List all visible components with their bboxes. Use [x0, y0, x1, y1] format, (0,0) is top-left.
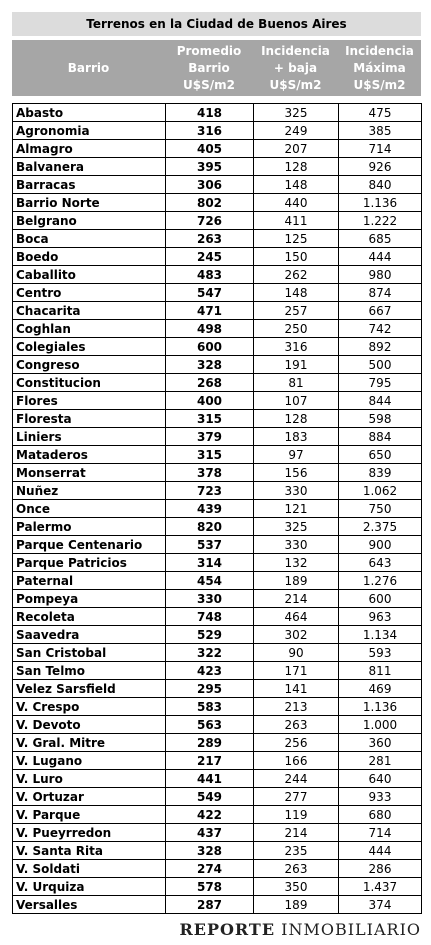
cell-barrio: Almagro: [13, 140, 166, 158]
cell-incidencia-baja: 330: [254, 482, 339, 500]
cell-incidencia-baja: 256: [254, 734, 339, 752]
cell-promedio: 578: [166, 878, 254, 896]
cell-incidencia-maxima: 593: [339, 644, 422, 662]
cell-promedio: 802: [166, 194, 254, 212]
cell-promedio: 423: [166, 662, 254, 680]
cell-barrio: V. Lugano: [13, 752, 166, 770]
cell-incidencia-baja: 350: [254, 878, 339, 896]
cell-incidencia-baja: 128: [254, 158, 339, 176]
cell-barrio: Paternal: [13, 572, 166, 590]
table-row: [13, 752, 422, 770]
cell-incidencia-baja: 213: [254, 698, 339, 716]
cell-promedio: 328: [166, 356, 254, 374]
cell-promedio: 379: [166, 428, 254, 446]
cell-incidencia-baja: 235: [254, 842, 339, 860]
cell-incidencia-baja: 263: [254, 716, 339, 734]
cell-incidencia-baja: 148: [254, 176, 339, 194]
cell-incidencia-baja: 156: [254, 464, 339, 482]
page-title: Terrenos en la Ciudad de Buenos Aires: [12, 12, 421, 36]
table-row: [13, 608, 422, 626]
cell-barrio: Boedo: [13, 248, 166, 266]
cell-barrio: Saavedra: [13, 626, 166, 644]
table-row: [13, 680, 422, 698]
cell-promedio: 726: [166, 212, 254, 230]
cell-barrio: Balvanera: [13, 158, 166, 176]
table-row: [13, 896, 422, 914]
cell-incidencia-baja: 90: [254, 644, 339, 662]
cell-promedio: 600: [166, 338, 254, 356]
cell-incidencia-baja: 257: [254, 302, 339, 320]
cell-promedio: 405: [166, 140, 254, 158]
cell-barrio: Floresta: [13, 410, 166, 428]
cell-promedio: 322: [166, 644, 254, 662]
cell-incidencia-baja: 166: [254, 752, 339, 770]
cell-incidencia-maxima: 680: [339, 806, 422, 824]
cell-barrio: V. Luro: [13, 770, 166, 788]
cell-promedio: 439: [166, 500, 254, 518]
cell-incidencia-baja: 183: [254, 428, 339, 446]
cell-promedio: 328: [166, 842, 254, 860]
cell-incidencia-baja: 214: [254, 590, 339, 608]
cell-incidencia-baja: 207: [254, 140, 339, 158]
cell-incidencia-maxima: 811: [339, 662, 422, 680]
cell-incidencia-baja: 316: [254, 338, 339, 356]
cell-incidencia-baja: 171: [254, 662, 339, 680]
table-row: [13, 320, 422, 338]
table-row: [13, 158, 422, 176]
table-row: [13, 374, 422, 392]
cell-promedio: 395: [166, 158, 254, 176]
cell-barrio: V. Gral. Mitre: [13, 734, 166, 752]
cell-promedio: 287: [166, 896, 254, 914]
cell-incidencia-maxima: 598: [339, 410, 422, 428]
brand-footer: [179, 920, 421, 939]
cell-incidencia-maxima: 640: [339, 770, 422, 788]
cell-barrio: Recoleta: [13, 608, 166, 626]
cell-promedio: 454: [166, 572, 254, 590]
table-row: [13, 356, 422, 374]
table-row: [13, 878, 422, 896]
cell-incidencia-maxima: 685: [339, 230, 422, 248]
cell-incidencia-maxima: 1.136: [339, 698, 422, 716]
table-row: [13, 500, 422, 518]
cell-promedio: 314: [166, 554, 254, 572]
cell-promedio: 547: [166, 284, 254, 302]
table-row: [13, 842, 422, 860]
table-row: [13, 248, 422, 266]
cell-incidencia-baja: 148: [254, 284, 339, 302]
table-row: [13, 284, 422, 302]
table-row: [13, 410, 422, 428]
cell-incidencia-maxima: 1.276: [339, 572, 422, 590]
cell-barrio: Coghlan: [13, 320, 166, 338]
cell-barrio: Nuñez: [13, 482, 166, 500]
cell-barrio: Flores: [13, 392, 166, 410]
cell-incidencia-maxima: 892: [339, 338, 422, 356]
brand-bold: REPORTE: [179, 920, 276, 939]
table-row: [13, 302, 422, 320]
table-row: [13, 392, 422, 410]
cell-barrio: V. Ortuzar: [13, 788, 166, 806]
cell-barrio: Versalles: [13, 896, 166, 914]
cell-incidencia-maxima: 874: [339, 284, 422, 302]
cell-promedio: 274: [166, 860, 254, 878]
table-row: [13, 770, 422, 788]
cell-barrio: V. Crespo: [13, 698, 166, 716]
cell-barrio: Agronomia: [13, 122, 166, 140]
cell-barrio: Monserrat: [13, 464, 166, 482]
cell-promedio: 268: [166, 374, 254, 392]
cell-incidencia-baja: 325: [254, 104, 339, 122]
cell-incidencia-maxima: 795: [339, 374, 422, 392]
cell-incidencia-baja: 132: [254, 554, 339, 572]
cell-barrio: San Telmo: [13, 662, 166, 680]
cell-promedio: 295: [166, 680, 254, 698]
cell-incidencia-maxima: 839: [339, 464, 422, 482]
cell-incidencia-maxima: 475: [339, 104, 422, 122]
cell-barrio: Boca: [13, 230, 166, 248]
cell-barrio: Congreso: [13, 356, 166, 374]
table-row: [13, 518, 422, 536]
cell-incidencia-maxima: 844: [339, 392, 422, 410]
cell-barrio: Constitucion: [13, 374, 166, 392]
table-row: [13, 104, 422, 122]
cell-promedio: 537: [166, 536, 254, 554]
cell-incidencia-maxima: 750: [339, 500, 422, 518]
cell-incidencia-baja: 125: [254, 230, 339, 248]
cell-promedio: 217: [166, 752, 254, 770]
cell-barrio: Parque Patricios: [13, 554, 166, 572]
cell-barrio: Mataderos: [13, 446, 166, 464]
cell-incidencia-maxima: 1.134: [339, 626, 422, 644]
cell-promedio: 583: [166, 698, 254, 716]
cell-incidencia-maxima: 742: [339, 320, 422, 338]
cell-incidencia-baja: 302: [254, 626, 339, 644]
cell-incidencia-maxima: 1.437: [339, 878, 422, 896]
cell-incidencia-baja: 141: [254, 680, 339, 698]
cell-barrio: V. Parque: [13, 806, 166, 824]
cell-promedio: 483: [166, 266, 254, 284]
cell-incidencia-maxima: 2.375: [339, 518, 422, 536]
cell-barrio: Colegiales: [13, 338, 166, 356]
cell-promedio: 422: [166, 806, 254, 824]
cell-incidencia-maxima: 840: [339, 176, 422, 194]
cell-incidencia-baja: 81: [254, 374, 339, 392]
table-row: [13, 698, 422, 716]
cell-incidencia-maxima: 933: [339, 788, 422, 806]
cell-barrio: V. Soldati: [13, 860, 166, 878]
table-row: [13, 122, 422, 140]
cell-barrio: Barrio Norte: [13, 194, 166, 212]
cell-barrio: Velez Sarsfield: [13, 680, 166, 698]
cell-incidencia-maxima: 444: [339, 842, 422, 860]
table-row: [13, 662, 422, 680]
cell-incidencia-maxima: 374: [339, 896, 422, 914]
table-row: [13, 554, 422, 572]
table-row: [13, 338, 422, 356]
cell-incidencia-baja: 325: [254, 518, 339, 536]
cell-incidencia-baja: 262: [254, 266, 339, 284]
cell-promedio: 471: [166, 302, 254, 320]
cell-incidencia-maxima: 650: [339, 446, 422, 464]
cell-incidencia-maxima: 1.222: [339, 212, 422, 230]
cell-incidencia-baja: 119: [254, 806, 339, 824]
header-incidencia-baja: Incidencia + baja U$S/m2: [261, 43, 330, 92]
cell-promedio: 315: [166, 410, 254, 428]
cell-barrio: V. Pueyrredon: [13, 824, 166, 842]
cell-incidencia-baja: 189: [254, 572, 339, 590]
cell-promedio: 418: [166, 104, 254, 122]
cell-incidencia-maxima: 714: [339, 824, 422, 842]
cell-promedio: 315: [166, 446, 254, 464]
cell-promedio: 498: [166, 320, 254, 338]
cell-promedio: 441: [166, 770, 254, 788]
cell-barrio: Barracas: [13, 176, 166, 194]
cell-incidencia-baja: 330: [254, 536, 339, 554]
table-row: [13, 482, 422, 500]
cell-incidencia-baja: 150: [254, 248, 339, 266]
cell-barrio: Caballito: [13, 266, 166, 284]
table-row: [13, 536, 422, 554]
cell-barrio: Abasto: [13, 104, 166, 122]
cell-incidencia-baja: 464: [254, 608, 339, 626]
cell-incidencia-maxima: 444: [339, 248, 422, 266]
table-row: [13, 176, 422, 194]
cell-promedio: 330: [166, 590, 254, 608]
cell-promedio: 316: [166, 122, 254, 140]
cell-incidencia-baja: 440: [254, 194, 339, 212]
cell-incidencia-maxima: 500: [339, 356, 422, 374]
cell-barrio: Parque Centenario: [13, 536, 166, 554]
cell-incidencia-maxima: 926: [339, 158, 422, 176]
cell-promedio: 748: [166, 608, 254, 626]
cell-promedio: 563: [166, 716, 254, 734]
cell-incidencia-baja: 214: [254, 824, 339, 842]
table-row: [13, 230, 422, 248]
cell-barrio: V. Urquiza: [13, 878, 166, 896]
table-row: [13, 266, 422, 284]
cell-incidencia-baja: 411: [254, 212, 339, 230]
cell-incidencia-maxima: 1.062: [339, 482, 422, 500]
table-row: [13, 446, 422, 464]
cell-promedio: 289: [166, 734, 254, 752]
cell-incidencia-baja: 128: [254, 410, 339, 428]
cell-barrio: Once: [13, 500, 166, 518]
cell-barrio: Centro: [13, 284, 166, 302]
prices-table: [12, 103, 422, 914]
cell-promedio: 245: [166, 248, 254, 266]
table-row: [13, 590, 422, 608]
table-row: [13, 194, 422, 212]
cell-incidencia-maxima: 1.000: [339, 716, 422, 734]
cell-incidencia-baja: 191: [254, 356, 339, 374]
brand-rest: INMOBILIARIO: [275, 920, 421, 939]
cell-incidencia-maxima: 600: [339, 590, 422, 608]
table-row: [13, 428, 422, 446]
cell-incidencia-baja: 97: [254, 446, 339, 464]
table-row: [13, 824, 422, 842]
cell-promedio: 549: [166, 788, 254, 806]
table-row: [13, 140, 422, 158]
cell-promedio: 378: [166, 464, 254, 482]
cell-incidencia-maxima: 714: [339, 140, 422, 158]
table-row: [13, 734, 422, 752]
cell-incidencia-baja: 263: [254, 860, 339, 878]
header-incidencia-maxima: Incidencia Máxima U$S/m2: [345, 43, 414, 92]
cell-incidencia-baja: 189: [254, 896, 339, 914]
table-row: [13, 464, 422, 482]
cell-incidencia-maxima: 667: [339, 302, 422, 320]
cell-promedio: 723: [166, 482, 254, 500]
cell-promedio: 529: [166, 626, 254, 644]
cell-incidencia-baja: 249: [254, 122, 339, 140]
cell-promedio: 820: [166, 518, 254, 536]
cell-incidencia-baja: 121: [254, 500, 339, 518]
table-row: [13, 788, 422, 806]
cell-incidencia-baja: 107: [254, 392, 339, 410]
cell-incidencia-maxima: 1.136: [339, 194, 422, 212]
cell-incidencia-maxima: 469: [339, 680, 422, 698]
cell-incidencia-baja: 277: [254, 788, 339, 806]
cell-barrio: Chacarita: [13, 302, 166, 320]
cell-incidencia-baja: 250: [254, 320, 339, 338]
table-row: [13, 806, 422, 824]
cell-barrio: Pompeya: [13, 590, 166, 608]
cell-promedio: 306: [166, 176, 254, 194]
cell-incidencia-maxima: 980: [339, 266, 422, 284]
cell-incidencia-maxima: 884: [339, 428, 422, 446]
cell-incidencia-maxima: 385: [339, 122, 422, 140]
table-header: [12, 40, 421, 96]
cell-incidencia-maxima: 643: [339, 554, 422, 572]
cell-promedio: 437: [166, 824, 254, 842]
header-promedio: Promedio Barrio U$S/m2: [176, 43, 242, 92]
table-row: [13, 644, 422, 662]
cell-barrio: San Cristobal: [13, 644, 166, 662]
cell-barrio: Liniers: [13, 428, 166, 446]
table-row: [13, 860, 422, 878]
cell-promedio: 400: [166, 392, 254, 410]
cell-incidencia-maxima: 963: [339, 608, 422, 626]
header-barrio: Barrio: [67, 60, 110, 75]
table-row: [13, 212, 422, 230]
cell-barrio: V. Devoto: [13, 716, 166, 734]
cell-barrio: V. Santa Rita: [13, 842, 166, 860]
cell-incidencia-maxima: 360: [339, 734, 422, 752]
cell-incidencia-baja: 244: [254, 770, 339, 788]
cell-barrio: Belgrano: [13, 212, 166, 230]
cell-incidencia-maxima: 281: [339, 752, 422, 770]
cell-incidencia-maxima: 900: [339, 536, 422, 554]
cell-promedio: 263: [166, 230, 254, 248]
table-row: [13, 572, 422, 590]
table-row: [13, 716, 422, 734]
cell-barrio: Palermo: [13, 518, 166, 536]
cell-incidencia-maxima: 286: [339, 860, 422, 878]
table-row: [13, 626, 422, 644]
